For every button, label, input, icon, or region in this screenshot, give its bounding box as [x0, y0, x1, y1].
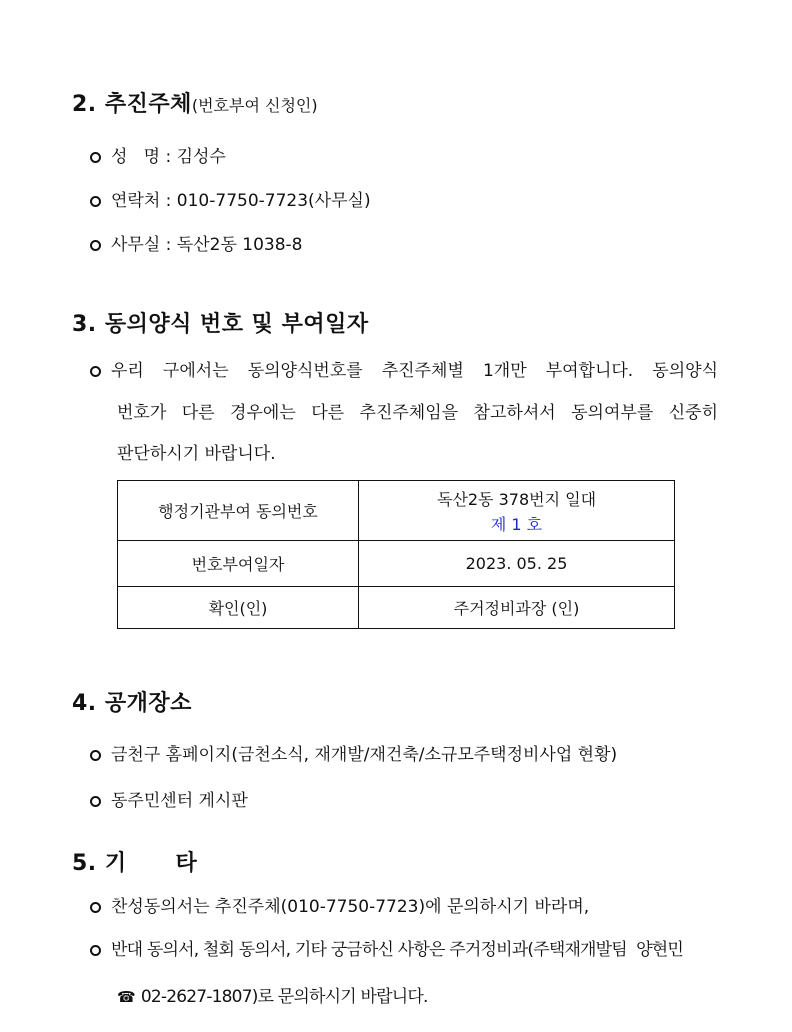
applicant-contact: 연락처 : 010-7750-7723(사무실)	[111, 191, 371, 211]
hollow-circle-bullet-icon	[90, 945, 101, 956]
section-3-title: 동의양식 번호 및 부여일자	[104, 312, 369, 337]
table-row	[118, 481, 675, 541]
section-3-number: 3.	[72, 312, 97, 337]
consent-number: 제 1 호	[490, 514, 543, 534]
phone-text: 02-2627-1807)로 문의하시기 바랍니다.	[140, 987, 428, 1007]
table-row	[118, 541, 675, 587]
hollow-circle-bullet-icon	[90, 750, 101, 761]
table-label-cell: 확인(인)	[118, 587, 359, 629]
paragraph-line-3: 판단하시기 바랍니다.	[117, 444, 276, 464]
list-item	[90, 740, 617, 765]
paragraph-line-2: 번호가 다른 경우에는 다른 추진주체임을 참고하셔서 동의여부를 신중히	[117, 403, 718, 423]
section-5-heading	[72, 846, 197, 877]
telephone-icon: ☎	[117, 988, 135, 1006]
disclosure-place-1: 금천구 홈페이지(금천소식, 재개발/재건축/소규모주택정비사업 현황)	[111, 745, 618, 765]
hollow-circle-bullet-icon	[90, 796, 101, 807]
section-5-title: 기 타	[104, 851, 198, 876]
hollow-circle-bullet-icon	[90, 152, 101, 163]
table-row	[118, 587, 675, 629]
section-4-heading	[72, 686, 192, 717]
other-note-1: 찬성동의서는 추진주체(010-7750-7723)에 문의하시기 바라며,	[111, 897, 590, 917]
list-item	[90, 935, 683, 960]
consent-number-table	[117, 480, 675, 629]
hollow-circle-bullet-icon	[90, 902, 101, 913]
section-2-number: 2.	[72, 92, 97, 117]
list-item	[90, 186, 371, 211]
assignment-date: 2023. 05. 25	[359, 541, 675, 587]
applicant-name: 성 명 : 김성수	[111, 147, 226, 167]
list-item	[90, 892, 589, 917]
list-item	[90, 786, 248, 811]
contact-line	[117, 982, 428, 1007]
section-2-heading	[72, 87, 318, 118]
section-4-number: 4.	[72, 691, 97, 716]
section-5-number: 5.	[72, 851, 97, 876]
section-4-title: 공개장소	[104, 691, 192, 716]
table-label-cell: 행정기관부여 동의번호	[118, 481, 359, 541]
confirmation-value: 주거정비과장 (인)	[359, 587, 675, 629]
consent-location: 독산2동 378번지 일대	[436, 489, 597, 509]
table-label-cell: 번호부여일자	[118, 541, 359, 587]
hollow-circle-bullet-icon	[90, 366, 101, 377]
section-3-heading	[72, 307, 369, 338]
section-2-subtitle: (번호부여 신청인)	[191, 96, 318, 115]
section-2-title: 추진주체	[104, 92, 192, 117]
paragraph-line	[90, 356, 718, 381]
disclosure-place-2: 동주민센터 게시판	[111, 791, 248, 811]
list-item	[90, 230, 303, 255]
other-note-2: 반대 동의서, 철회 동의서, 기타 궁금하신 사항은 주거정비과(주택재개발팀 양현민	[111, 940, 683, 960]
table-value-cell	[359, 481, 675, 541]
hollow-circle-bullet-icon	[90, 196, 101, 207]
applicant-office: 사무실 : 독산2동 1038-8	[111, 235, 303, 255]
hollow-circle-bullet-icon	[90, 240, 101, 251]
list-item	[90, 142, 226, 167]
paragraph-line-1: 우리 구에서는 동의양식번호를 추진주체별 1개만 부여합니다. 동의양식	[111, 361, 718, 381]
